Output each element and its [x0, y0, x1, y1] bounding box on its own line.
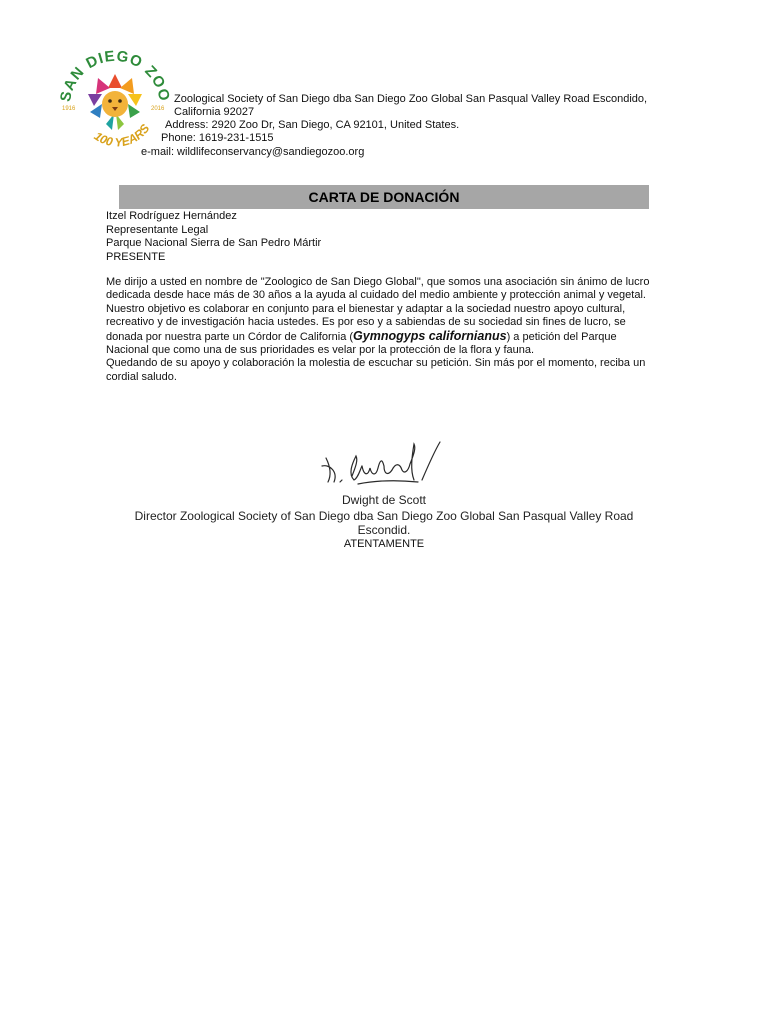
recipient-name: Itzel Rodríguez Hernández: [106, 210, 237, 222]
signer-title: Director Zoological Society of San Diego dba San Diego Zoo Global San Pasqual Valley Road Escondid.: [134, 509, 634, 537]
logo-year-start: 1916: [62, 106, 76, 112]
header-email: e-mail: wildlifeconservancy@sandiegozoo.org: [141, 146, 365, 158]
body-paragraph-part3: Quedando de su apoyo y colaboración la molestia de escuchar su petición. Sin más por el momento, reciba un cordial saludo.: [106, 357, 646, 383]
body-paragraph-part1: Me dirijo a usted en nombre de "Zoologico de San Diego Global", que somos una asociación sin ánimo de lucro dedicada desde hace más de 30 años a la ayuda al cuidado del medio ambiente y protección animal y vegetal. Nuestro objetivo es colaborar en conjunto para el bienestar y adaptar a la sociedad nuestro apoyo cultural, recreativo y de investigación hacia ustedes. Es por eso y a sabiendas de su sociedad sin fines de lucro, se donada por nuestra parte un Córdor de California (: [106, 276, 650, 343]
header-address: Address: 2920 Zoo Dr, San Diego, CA 92101, United States.: [165, 119, 460, 131]
signer-name: Dwight de Scott: [341, 493, 427, 507]
closing-text: ATENTAMENTE: [343, 538, 425, 550]
lion-mane-graphic: [88, 74, 142, 130]
logo-year-end: 2016: [151, 106, 165, 112]
logo-anniversary: 100 YEARS: [91, 121, 153, 150]
letter-title: CARTA DE DONACIÓN: [119, 185, 649, 209]
letter-body: [106, 276, 662, 384]
san-diego-zoo-logo: [56, 44, 174, 156]
body-paragraph-part2: ) a petición del Parque Nacional que como una de sus prioridades es velar por la protección de la flora y fauna.: [106, 330, 617, 357]
recipient-block: [106, 210, 321, 264]
recipient-salutation: PRESENTE: [106, 250, 166, 263]
header-phone: Phone: 1619-231-1515: [161, 132, 274, 144]
species-name: Gymnogyps californianus: [353, 328, 507, 343]
handwritten-signature: [318, 436, 448, 496]
recipient-institution: Parque Nacional Sierra de San Pedro Mártir: [106, 237, 322, 249]
logo-arc-text: SAN DIEGO ZOO: [57, 47, 173, 104]
recipient-role: Representante Legal: [106, 223, 209, 236]
header-organization: Zoological Society of San Diego dba San Diego Zoo Global San Pasqual Valley Road Escondido, California 92027: [174, 93, 648, 118]
